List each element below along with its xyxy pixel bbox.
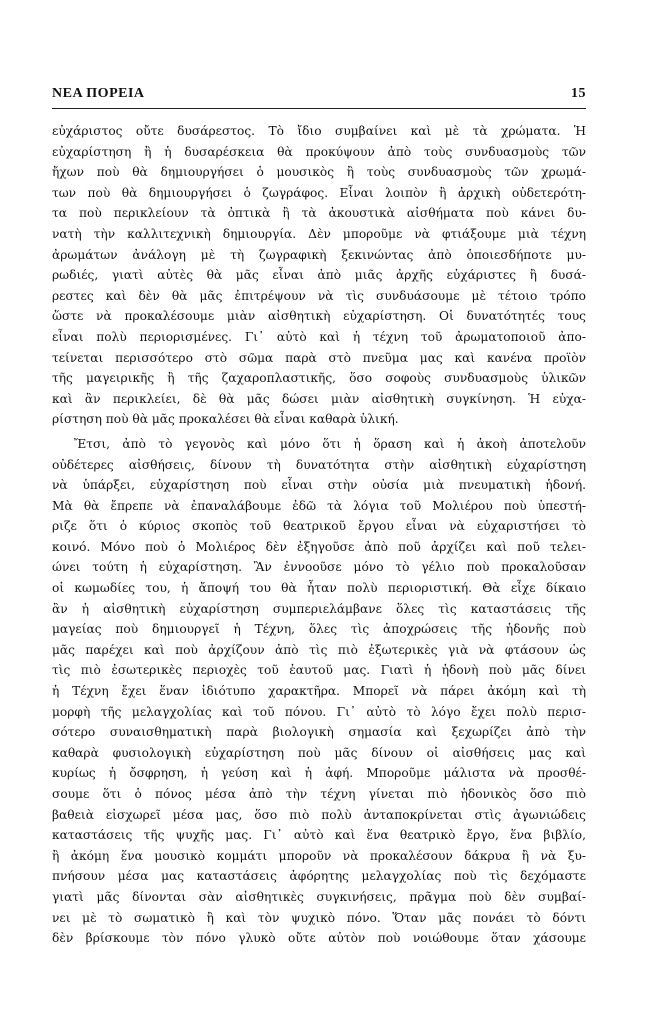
text-line: εἶναι πολὺ περιορισμένες. Γι᾽ αὐτὸ καὶ ἡ τέχνη τοῦ ἀρωματοποιοῦ ἀπο- bbox=[52, 329, 586, 344]
text-line: σουμε ὅτι ὁ πόνος μέσα ἀπὸ τὴν τέχνη γίνεται πιὸ ἡδονικὸς ὅσο πιὸ bbox=[52, 787, 586, 801]
text-line: τείνεται περισσότερο στὸ σῶμα παρὰ στὸ πνεῦμα μας καὶ κανένα προϊὸν bbox=[52, 350, 586, 365]
text-line: οἱ κωμωδίες του, ἡ ἄποψή του θὰ ἦταν πολὺ περιοριστική. Θὰ εἶχε δίκαιο bbox=[52, 581, 586, 596]
text-line: Ἔτσι, ἀπὸ τὸ γεγονὸς καὶ μόνο ὅτι ἡ ὅραση καὶ ἡ ἀκοὴ ἀποτελοῦν bbox=[74, 436, 586, 451]
text-line: εὐχάριστος οὔτε δυσάρεστος. Τὸ ἴδιο συμβαίνει καὶ μὲ τὰ χρώματα. Ἡ bbox=[52, 124, 586, 138]
text-line: κυρίως ἡ ὄσφρηση, ἡ γεύση καὶ ἡ ἀφή. Μποροῦμε μάλιστα νὰ προσθέ- bbox=[52, 766, 586, 781]
text-line: τα ποὺ περικλείουν τὰ ὀπτικὰ ἢ τὰ ἀκουστικὰ αἰσθήματα ποὺ κάνει δυ- bbox=[52, 206, 586, 221]
text-line: μορφὴ τῆς μελαγχολίας καὶ τοῦ πόνου. Γι᾽ αὐτὸ τὸ λόγο ἔχει πολὺ περισ- bbox=[52, 704, 586, 719]
text-line: ὥστε νὰ προκαλέσουμε μιὰν αἰσθητικὴ εὐχαρίστηση. Οἱ δυνατότητές τους bbox=[52, 309, 586, 324]
text-line: νει μὲ τὸ σωματικὸ ἢ καὶ τὸν ψυχικὸ πόνο. Ὅταν μᾶς πονάει τὸ δόντι bbox=[52, 910, 586, 925]
text-line: πνήσουν μέσα μας καταστάσεις ἀφόρητης μελαγχολίας ποὺ τὶς δεχόμαστε bbox=[52, 869, 586, 884]
running-title: ΝΕΑ ΠΟΡΕΙΑ bbox=[52, 86, 145, 101]
paragraph-1 bbox=[52, 121, 586, 430]
text-line: ρεστες καὶ δὲν θὰ μᾶς ἐπιτρέψουν νὰ τὶς συνδυάσουμε μὲ τέτοιο τρόπο bbox=[52, 288, 586, 303]
text-line: εὐχαρίστηση ἢ ἡ δυσαρέσκεια θὰ προκύψουν ἀπὸ τοὺς συνδυασμοὺς τῶν bbox=[52, 144, 586, 159]
text-line: γιατὶ μᾶς δίνονται σὰν αἰσθητικὲς συγκινήσεις, πρᾶγμα ποὺ δὲν συμβαί- bbox=[52, 889, 586, 904]
text-line: ἢ ἀκόμη ἕνα μουσικὸ κομμάτι μποροῦν νὰ προκαλέσουν δάκρυα ἢ νὰ ξυ- bbox=[52, 848, 586, 863]
text-line: νὰ ὑπάρξει, εὐχαρίστηση ποὺ εἶναι στὴν οὐσία μιὰ πνευματικὴ ἡδονή. bbox=[52, 478, 586, 493]
text-line: νατὴ τὴν καλλιτεχνικὴ δημιουργία. Δὲν μποροῦμε νὰ φτιάξουμε μιὰ τέχνη bbox=[52, 226, 586, 241]
text-line: ρίστηση ποὺ θὰ μᾶς προκαλέσει θὰ εἶναι καθαρὰ ὑλική. bbox=[52, 412, 399, 427]
text-line: ἡ Τέχνη ἔχει ἕναν ἰδιότυπο χαρακτῆρα. Μπορεῖ νὰ πάρει ἀκόμη καὶ τὴ bbox=[52, 684, 586, 699]
text-line: ρωδιές, γιατὶ αὐτὲς θὰ μᾶς εἶναι ἀπὸ μιᾶς ἀρχῆς εὐχάριστες ἢ δυσά- bbox=[52, 268, 586, 283]
page-number: 15 bbox=[571, 86, 586, 101]
text-line: ἀρωμάτων ἀνάλογη μὲ τὴ ζωγραφικὴ ξεκινώντας ἀπὸ ὁποιεσδήποτε μυ- bbox=[52, 247, 586, 262]
text-line: οὐδέτερες αἰσθήσεις, δίνουν τὴ δυνατότητα στὴν αἰσθητικὴ εὐχαρίστηση bbox=[52, 457, 586, 472]
text-line: βαθειὰ εἰσχωρεῖ μέσα μας, ὅσο πιὸ πολὺ ἀνταποκρίνεται στὶς ἀγωνιώδεις bbox=[52, 807, 586, 822]
text-line: ἤχων ποὺ θὰ δημιουργήσει ὁ μουσικὸς ἢ τοὺς συνδυασμοὺς τῶν χρωμά- bbox=[52, 165, 586, 180]
text-line: κοινό. Μόνο ποὺ ὁ Μολιέρος δὲν ἐξηγοῦσε ἀπὸ ποῦ ἀρχίζει καὶ ποῦ τελει- bbox=[52, 539, 586, 554]
text-line: ριζε ὅτι ὁ κύριος σκοπὸς τοῦ θεατρικοῦ ἔργου εἶναι νὰ εὐχαριστήσει τὸ bbox=[52, 519, 586, 534]
text-line: των ποὺ θὰ δημιουργήσει ὁ ζωγράφος. Εἶναι λοιπὸν ἢ ἀρχικὴ οὐδετερότη- bbox=[52, 185, 586, 200]
text-line: σότερο συναισθηματικὴ παρὰ βιολογικὴ σημασία καὶ ξεχωρίζει ἀπὸ τὴν bbox=[52, 725, 586, 740]
text-line: μᾶς παρέχει καὶ ποὺ ἀρχίζουν ἀπὸ τὶς πιὸ ἐξωτερικὲς γιὰ νὰ φτάσουν ὡς bbox=[52, 642, 586, 657]
text-line: καθαρὰ φυσιολογικὴ εὐχαρίστηση ποὺ μᾶς δίνουν οἱ αἰσθήσεις μας καὶ bbox=[52, 745, 586, 760]
text-line: τὶς πιὸ ἐσωτερικὲς περιοχὲς τοῦ ἑαυτοῦ μας. Γιατὶ ἡ ἡδονὴ ποὺ μᾶς δίνει bbox=[52, 663, 586, 678]
text-line: ἂν ἡ αἰσθητικὴ εὐχαρίστηση συμπεριελάμβανε ὅλες τὶς καταστάσεις τῆς bbox=[52, 601, 586, 616]
text-line: δὲν βρίσκουμε τὸν πόνο γλυκὸ οὔτε αὐτὸν ποὺ νοιώθουμε ὅταν χάσουμε bbox=[52, 931, 586, 946]
text-line: καταστάσεις τῆς ψυχῆς μας. Γι᾽ αὐτὸ καὶ ἕνα θεατρικὸ ἔργο, ἕνα βιβλίο, bbox=[52, 828, 586, 843]
paragraph-2 bbox=[52, 434, 586, 949]
text-line: καὶ ἂν περικλείει, δὲ θὰ μᾶς δώσει μιὰν αἰσθητικὴ συγκίνηση. Ἡ εὐχα- bbox=[52, 391, 586, 406]
text-line: μαγείας ποὺ δημιουργεῖ ἡ Τέχνη, ὅλες τὶς ἀποχρώσεις τῆς ἡδονῆς ποὺ bbox=[52, 622, 586, 637]
text-line: ώνει τούτη ἡ εὐχαρίστηση. Ἂν ἐννοοῦσε μόνο τὸ γέλιο ποὺ προκαλοῦσαν bbox=[52, 560, 586, 575]
body-text bbox=[52, 121, 586, 949]
text-line: τῆς μαγειρικῆς ἢ τῆς ζαχαροπλαστικῆς, ὅσο σοφοὺς συνδυασμοὺς ὑλικῶν bbox=[52, 371, 586, 386]
page bbox=[52, 86, 586, 949]
text-line: Μὰ θὰ ἔπρεπε νὰ ἐπαναλάβουμε ἐδῶ τὰ λόγια τοῦ Μολιέρου ποὺ ὑπεστή- bbox=[52, 498, 586, 513]
running-header bbox=[52, 86, 586, 109]
